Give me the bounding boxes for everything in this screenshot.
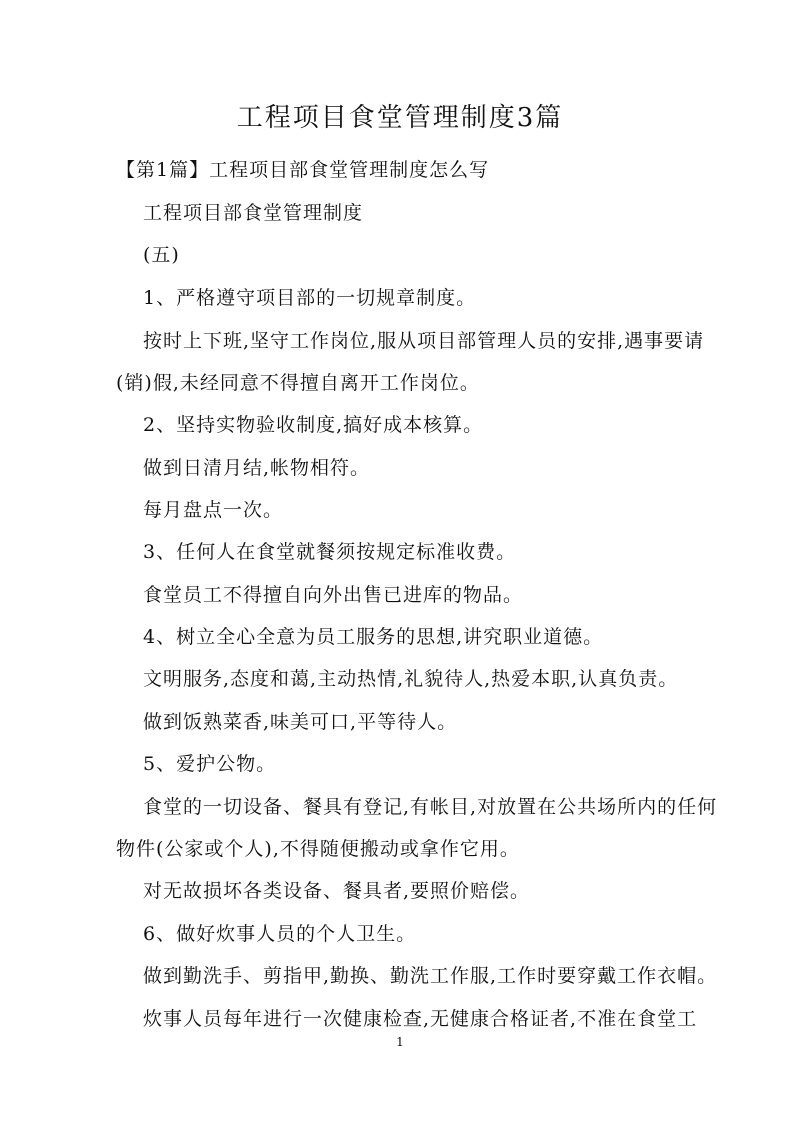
paragraph-line: 6、做好炊事人员的个人卫生。 <box>143 923 417 945</box>
paragraph-line: 1、严格遵守项目部的一切规章制度。 <box>143 287 477 309</box>
chapter-heading: 【第1篇】工程项目部食堂管理制度怎么写 <box>116 159 490 181</box>
paragraph-line: 炊事人员每年进行一次健康检查,无健康合格证者,不准在食堂工 <box>143 1008 698 1030</box>
paragraph-line-continued: 物件(公家或个人),不得随便搬动或拿作它用。 <box>116 838 520 860</box>
paragraph-line: 食堂的一切设备、餐具有登记,有帐目,对放置在公共场所内的任何 <box>143 796 718 818</box>
paragraph-line-continued: (销)假,未经同意不得擅自离开工作岗位。 <box>116 372 480 394</box>
paragraph-line: 对无故损坏各类设备、餐具者,要照价赔偿。 <box>143 880 531 902</box>
paragraph-line: 文明服务,态度和蔼,主动热情,礼貌待人,热爱本职,认真负责。 <box>143 668 679 690</box>
paragraph-line: 4、树立全心全意为员工服务的思想,讲究职业道德。 <box>143 626 604 648</box>
paragraph-line: 做到勤洗手、剪指甲,勤换、勤洗工作服,工作时要穿戴工作衣帽。 <box>143 965 718 987</box>
paragraph-line: 5、爱护公物。 <box>143 753 277 775</box>
paragraph-line: 食堂员工不得擅自向外出售已进库的物品。 <box>143 584 524 606</box>
paragraph-line: 每月盘点一次。 <box>143 499 284 521</box>
page-number: 1 <box>396 1035 404 1049</box>
paragraph-line: 做到日清月结,帐物相符。 <box>143 457 371 479</box>
paragraph-line: 按时上下班,坚守工作岗位,服从项目部管理人员的安排,遇事要请 <box>143 330 705 352</box>
section-number: (五) <box>143 244 180 266</box>
paragraph-line: 做到饭熟菜香,味美可口,平等待人。 <box>143 711 458 733</box>
section-heading: 工程项目部食堂管理制度 <box>143 202 364 224</box>
paragraph-line: 3、任何人在食堂就餐须按规定标准收费。 <box>143 541 517 563</box>
paragraph-line: 2、坚持实物验收制度,搞好成本核算。 <box>143 414 484 436</box>
document-title: 工程项目食堂管理制度3篇 <box>236 103 564 133</box>
